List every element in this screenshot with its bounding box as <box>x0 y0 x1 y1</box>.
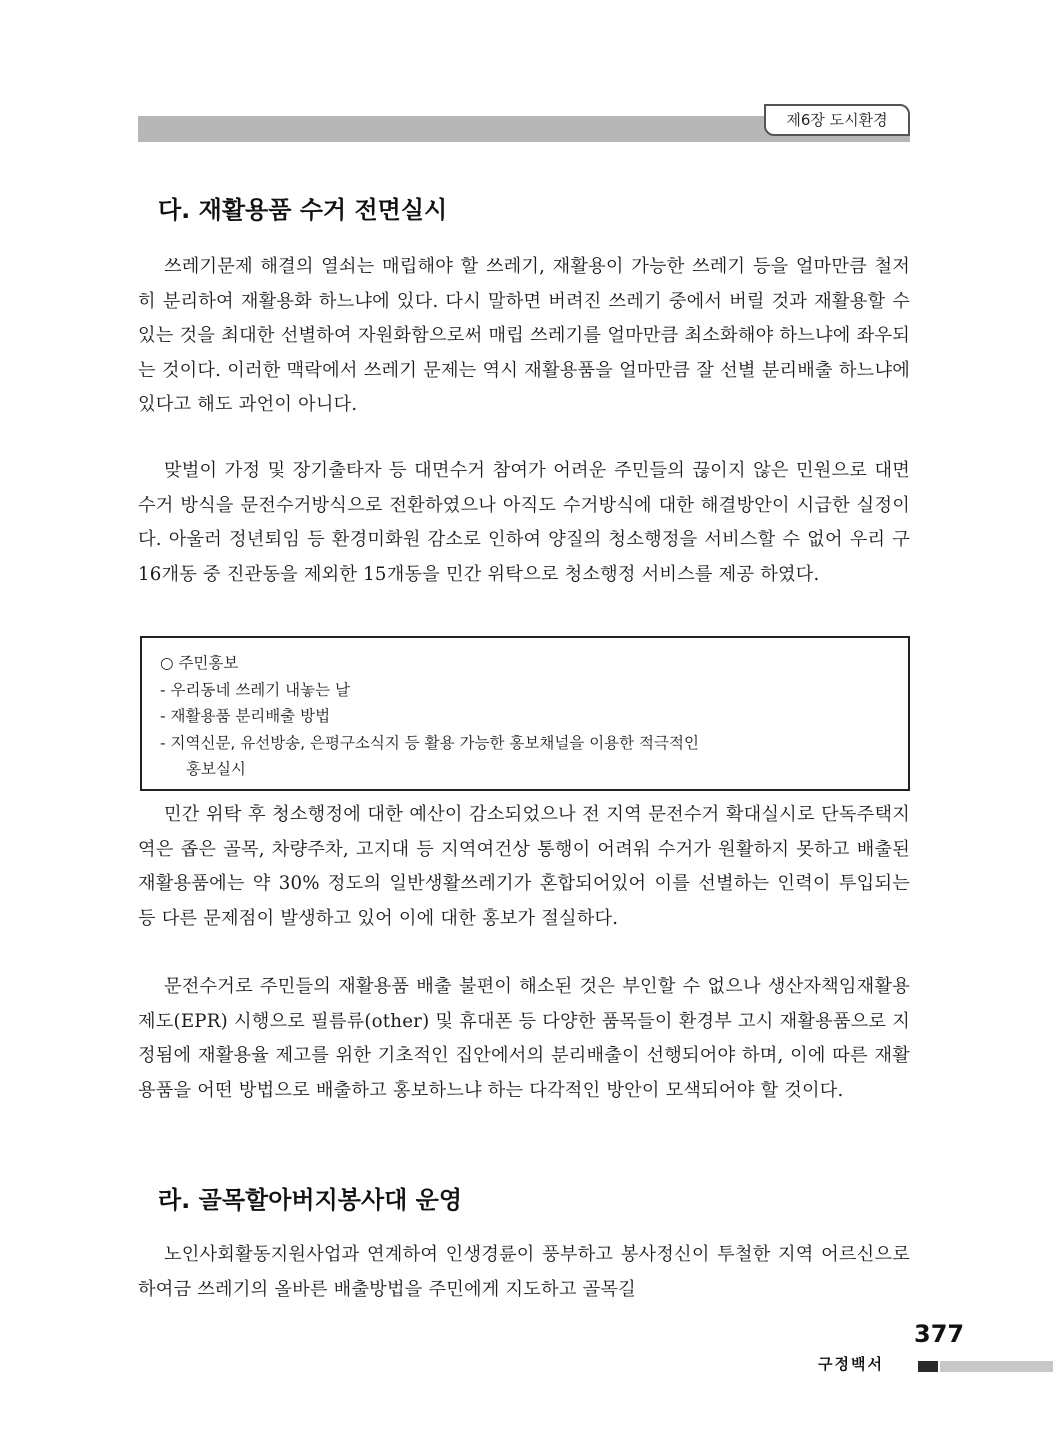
promotion-item: - 재활용품 분리배출 방법 <box>160 707 331 725</box>
section-heading-da: 다. 재활용품 수거 전면실시 <box>158 196 448 224</box>
footer-block <box>918 1361 938 1372</box>
paragraph-da-3: 민간 위탁 후 청소행정에 대한 예산이 감소되었으나 전 지역 문전수거 확대실시로 단독주택지역은 좁은 골목, 차량주차, 고지대 등 지역여건상 통행이 어려워 수거가 원활하지 못하고 배출된 재활용품에는 약 30% 정도의 일반생활쓰레기가 혼합되어있어 이를 선별하는 인력이 투입되는 등 다른 문제점이 발생하고 있어 이에 대한 홍보가 절실하다. <box>138 804 910 929</box>
promotion-item: - 지역신문, 유선방송, 은평구소식지 등 활용 가능한 홍보채널을 이용한 적극적인 <box>160 733 699 752</box>
paragraph-da-2: 맞벌이 가정 및 장기출타자 등 대면수거 참여가 어려운 주민들의 끊이지 않은 민원으로 대면수거 방식을 문전수거방식으로 전환하였으나 아직도 수거방식에 대한 해결방안이 시급한 실정이다. 아울러 정년퇴임 등 환경미화원 감소로 인하여 양질의 청소행정을 서비스할 수 없어 우리 구 16개동 중 진관동을 제외한 15개동을 민간 위탁으로 청소행정 서비스를 제공 하였다. <box>138 460 910 585</box>
promotion-box <box>140 636 910 791</box>
promotion-box-title: ○ 주민홍보 <box>160 654 239 672</box>
paragraph-da-1: 쓰레기문제 해결의 열쇠는 매립해야 할 쓰레기, 재활용이 가능한 쓰레기 등을 얼마만큼 철저히 분리하여 재활용화 하느냐에 있다. 다시 말하면 버려진 쓰레기 중에서 버릴 것과 재활용할 수 있는 것을 최대한 선별하여 자원화함으로써 매립 쓰레기를 얼마만큼 최소화해야 하느냐에 좌우되는 것이다. 이러한 맥락에서 쓰레기 문제는 역시 재활용품을 얼마만큼 잘 선별 분리배출 하느냐에 있다고 해도 과언이 아니다. <box>138 256 910 416</box>
paragraph-ra-1: 노인사회활동지원사업과 연계하여 인생경륜이 풍부하고 봉사정신이 투철한 지역 어르신으로 하여금 쓰레기의 올바른 배출방법을 주민에게 지도하고 골목길 <box>138 1244 910 1300</box>
footer-bar <box>940 1361 1053 1372</box>
chapter-tab: 제6장 도시환경 <box>764 104 910 136</box>
section-heading-ra: 라. 골목할아버지봉사대 운영 <box>158 1186 463 1214</box>
book-title: 구정백서 <box>818 1355 884 1373</box>
paragraph-da-4: 문전수거로 주민들의 재활용품 배출 불편이 해소된 것은 부인할 수 없으나 생산자책임재활용제도(EPR) 시행으로 필름류(other) 및 휴대폰 등 다양한 품목들이 환경부 고시 재활용품으로 지정됨에 재활용율 제고를 위한 기초적인 집안에서의 분리배출이 선행되어야 하며, 이에 따른 재활용품을 어떤 방법으로 배출하고 홍보하느냐 하는 다각적인 방안이 모색되어야 할 것이다. <box>138 976 910 1101</box>
promotion-item-continuation: 홍보실시 <box>186 760 246 778</box>
promotion-item: - 우리동네 쓰레기 내놓는 날 <box>160 680 351 699</box>
page-number: 377 <box>914 1320 965 1348</box>
